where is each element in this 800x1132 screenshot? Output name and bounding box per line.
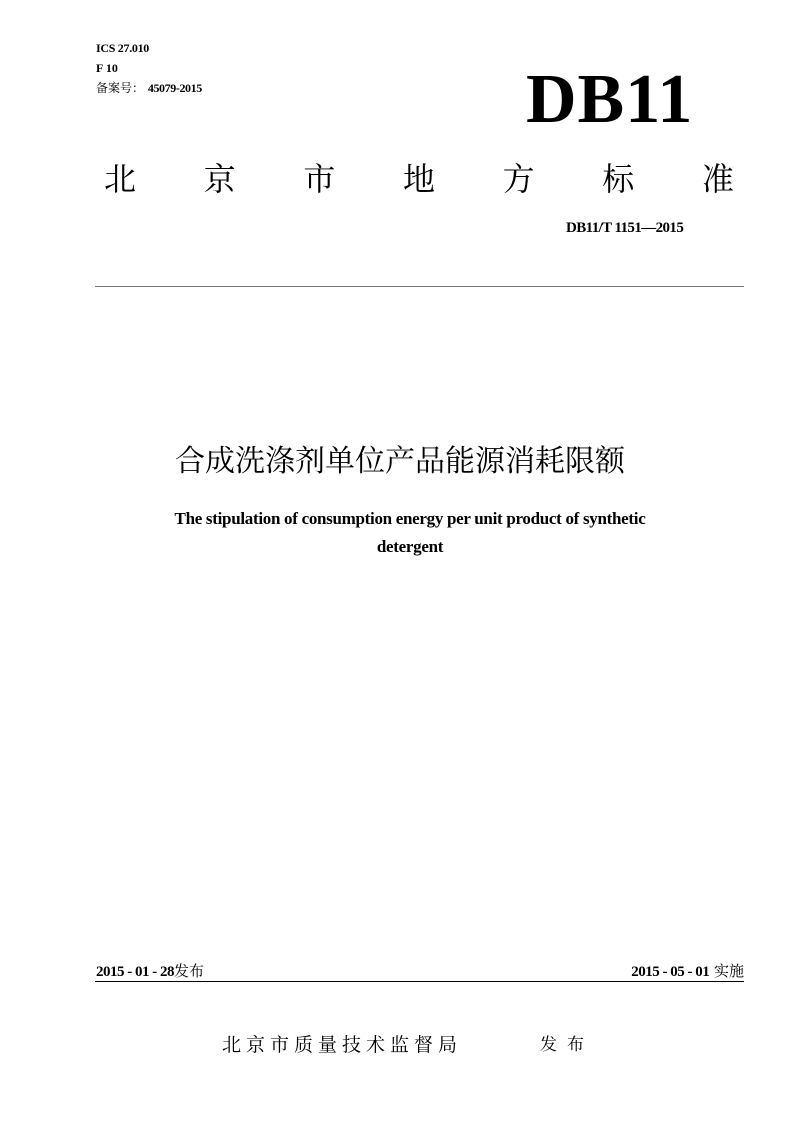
issue-date-value: 2015 - 01 - 28 [96, 964, 174, 980]
title-char: 标 [602, 160, 635, 198]
title-char: 市 [303, 160, 336, 198]
top-divider [95, 286, 744, 287]
title-char: 京 [203, 160, 236, 198]
publish-label: 发布 [540, 1035, 594, 1055]
implementation-date-label: 实施 [713, 962, 744, 980]
title-char: 地 [402, 160, 435, 198]
record-label: 备案号： [96, 81, 145, 95]
title-char: 北 [104, 160, 137, 198]
document-title: 合成洗涤剂单位产品能源消耗限额 [175, 444, 625, 479]
english-title-line-1: The stipulation of consumption energy per unit product of synthetic [174, 509, 646, 528]
standard-type-title [104, 152, 734, 202]
classification-code: F 10 [96, 61, 118, 75]
ics-code: ICS 27.010 [96, 41, 150, 55]
english-title-line-2: detergent [376, 537, 444, 556]
implementation-date-value: 2015 - 05 - 01 [631, 964, 710, 980]
issue-date-label: 发布 [174, 962, 205, 980]
document-title-english [80, 505, 740, 561]
bottom-divider [95, 981, 744, 982]
standard-number: DB11/T 1151—2015 [566, 220, 684, 236]
title-char: 方 [502, 160, 535, 198]
db11-logo: DB11 [526, 61, 694, 138]
publisher-name: 北京市质量技术监督局 [222, 1034, 463, 1056]
implementation-date [631, 960, 744, 981]
record-number-line [96, 79, 202, 96]
title-char: 准 [701, 160, 734, 198]
issue-date [96, 960, 204, 981]
record-number: 45079-2015 [147, 81, 202, 95]
